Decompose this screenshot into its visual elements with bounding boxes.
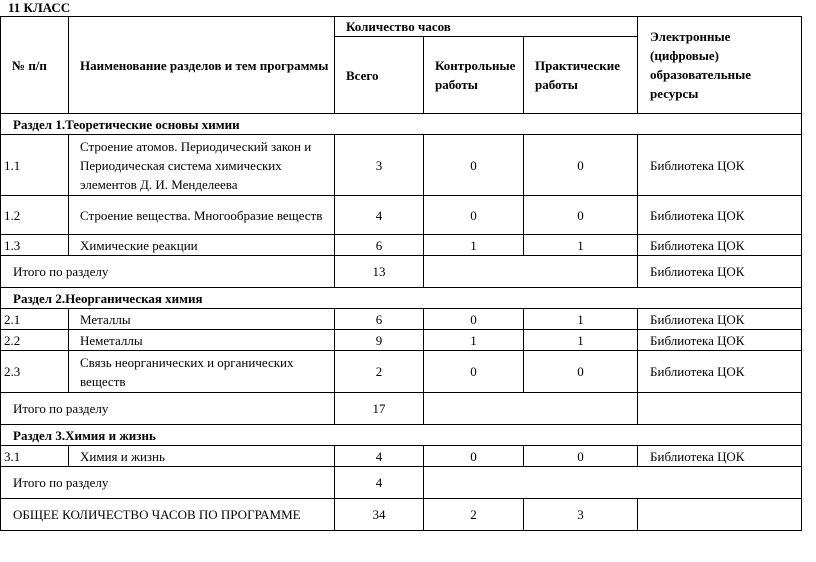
header-hours: Количество часов: [335, 17, 638, 37]
subtotal-empty: [424, 467, 802, 499]
row-control: 1: [424, 330, 524, 351]
header-resources: Электронные (цифровые) образовательные ресурсы: [638, 17, 802, 114]
subtotal-label: Итого по разделу: [1, 467, 335, 499]
row-total: 4: [335, 446, 424, 467]
grand-total-row: [1, 499, 802, 531]
table-row: [1, 351, 802, 393]
row-num: 1.1: [1, 135, 69, 196]
row-practical: 0: [524, 196, 638, 235]
row-control: 0: [424, 309, 524, 330]
row-practical: 1: [524, 309, 638, 330]
row-name: Связь неорганических и органических веществ: [69, 351, 335, 393]
section-row: [1, 114, 802, 135]
header-practical: Практические работы: [524, 37, 638, 114]
row-total: 6: [335, 235, 424, 256]
section-title: Раздел 1.Теоретические основы химии: [1, 114, 802, 135]
row-resource: Библиотека ЦОК: [638, 196, 802, 235]
grand-total-resource: [638, 499, 802, 531]
curriculum-table: [0, 16, 802, 531]
table-row: [1, 446, 802, 467]
section-row: [1, 425, 802, 446]
row-num: 1.3: [1, 235, 69, 256]
subtotal-row: [1, 256, 802, 288]
subtotal-total: 17: [335, 393, 424, 425]
row-practical: 0: [524, 351, 638, 393]
row-resource: Библиотека ЦОК: [638, 235, 802, 256]
subtotal-label: Итого по разделу: [1, 393, 335, 425]
row-resource: Библиотека ЦОК: [638, 351, 802, 393]
section-title: Раздел 2.Неорганическая химия: [1, 288, 802, 309]
subtotal-total: 4: [335, 467, 424, 499]
grand-total-label: ОБЩЕЕ КОЛИЧЕСТВО ЧАСОВ ПО ПРОГРАММЕ: [1, 499, 335, 531]
row-num: 2.1: [1, 309, 69, 330]
row-num: 1.2: [1, 196, 69, 235]
table-row: [1, 196, 802, 235]
row-name: Строение атомов. Периодический закон и Периодическая система химических элементов Д. И. Менделеева: [69, 135, 335, 196]
subtotal-empty: [424, 256, 638, 288]
subtotal-resource: [638, 393, 802, 425]
row-practical: 0: [524, 135, 638, 196]
row-practical: 0: [524, 446, 638, 467]
row-name: Химия и жизнь: [69, 446, 335, 467]
subtotal-row: [1, 393, 802, 425]
row-resource: Библиотека ЦОК: [638, 330, 802, 351]
row-total: 4: [335, 196, 424, 235]
subtotal-row: [1, 467, 802, 499]
row-resource: Библиотека ЦОК: [638, 309, 802, 330]
page-title: 11 КЛАСС: [8, 0, 71, 15]
table-row: [1, 235, 802, 256]
header-name: Наименование разделов и тем программы: [69, 17, 335, 114]
table-row: [1, 330, 802, 351]
row-total: 9: [335, 330, 424, 351]
grand-total-total: 34: [335, 499, 424, 531]
row-resource: Библиотека ЦОК: [638, 135, 802, 196]
row-total: 6: [335, 309, 424, 330]
row-total: 3: [335, 135, 424, 196]
subtotal-label: Итого по разделу: [1, 256, 335, 288]
section-title: Раздел 3.Химия и жизнь: [1, 425, 802, 446]
header-total: Всего: [335, 37, 424, 114]
row-total: 2: [335, 351, 424, 393]
row-name: Химические реакции: [69, 235, 335, 256]
row-name: Строение вещества. Многообразие веществ: [69, 196, 335, 235]
subtotal-total: 13: [335, 256, 424, 288]
section-row: [1, 288, 802, 309]
subtotal-empty: [424, 393, 638, 425]
row-control: 0: [424, 196, 524, 235]
row-control: 1: [424, 235, 524, 256]
table-row: [1, 135, 802, 196]
header-control: Контрольные работы: [424, 37, 524, 114]
row-resource: Библиотека ЦОК: [638, 446, 802, 467]
row-control: 0: [424, 351, 524, 393]
header-num: № п/п: [1, 17, 69, 114]
grand-total-control: 2: [424, 499, 524, 531]
row-practical: 1: [524, 235, 638, 256]
row-practical: 1: [524, 330, 638, 351]
row-num: 2.3: [1, 351, 69, 393]
table-row: [1, 309, 802, 330]
row-control: 0: [424, 135, 524, 196]
row-name: Металлы: [69, 309, 335, 330]
grand-total-practical: 3: [524, 499, 638, 531]
row-name: Неметаллы: [69, 330, 335, 351]
row-control: 0: [424, 446, 524, 467]
row-num: 2.2: [1, 330, 69, 351]
subtotal-resource: Библиотека ЦОК: [638, 256, 802, 288]
row-num: 3.1: [1, 446, 69, 467]
